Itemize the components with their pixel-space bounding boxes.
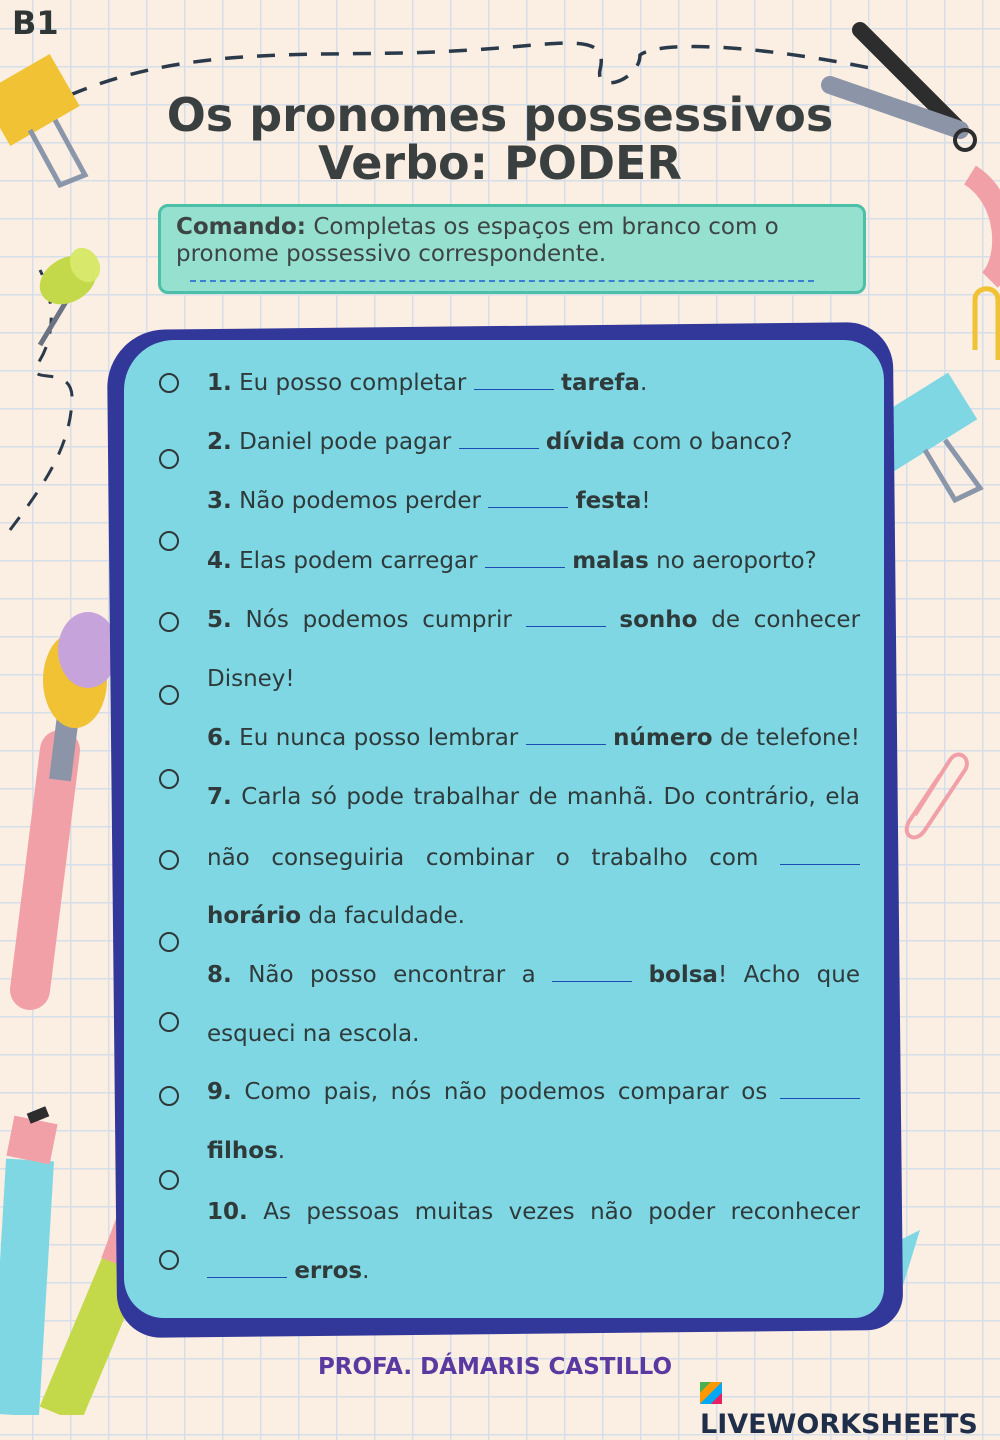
page-subtitle: Verbo: PODER xyxy=(318,136,682,190)
page-title: Os pronomes possessivos xyxy=(166,88,834,142)
answer-blank[interactable] xyxy=(780,1080,860,1099)
question-8-continued: esqueci na escola. xyxy=(207,1021,420,1047)
key-word: tarefa xyxy=(560,370,640,396)
question-text: Daniel pode pagar xyxy=(239,429,452,455)
question-6 xyxy=(207,723,860,753)
question-number: 3. xyxy=(207,488,232,514)
question-text-end: ! xyxy=(641,488,651,514)
answer-blank[interactable] xyxy=(485,549,565,568)
question-number: 6. xyxy=(207,725,232,751)
question-text-end: ! Acho que xyxy=(717,962,860,988)
question-text-end: . xyxy=(639,370,648,396)
question-8 xyxy=(207,960,860,990)
radio-button[interactable] xyxy=(159,850,179,870)
question-10-line-2 xyxy=(207,1256,860,1286)
question-text: Não podemos perder xyxy=(239,488,481,514)
answer-blank[interactable] xyxy=(552,963,632,982)
paintbrush-icon xyxy=(30,612,118,990)
question-7-line-2 xyxy=(207,843,860,873)
command-dashed-line xyxy=(190,280,814,282)
question-text: Como pais, nós não podemos comparar os xyxy=(244,1079,768,1105)
key-word: horário xyxy=(207,903,302,929)
radio-button[interactable] xyxy=(159,932,179,952)
answer-blank[interactable] xyxy=(526,726,606,745)
brand-text: LIVEWORKSHEETS xyxy=(700,1409,978,1440)
radio-button[interactable] xyxy=(159,373,179,393)
question-5-continued: Disney! xyxy=(207,666,295,692)
key-word: bolsa xyxy=(648,962,718,988)
key-word: número xyxy=(613,725,713,751)
question-2 xyxy=(207,427,860,457)
question-text: Nós podemos cumprir xyxy=(245,607,512,633)
question-text-end: . xyxy=(277,1138,286,1164)
key-word: malas xyxy=(572,548,649,574)
radio-button[interactable] xyxy=(159,1250,179,1270)
answer-blank[interactable] xyxy=(780,846,860,865)
question-number: 4. xyxy=(207,548,232,574)
question-3 xyxy=(207,486,860,516)
key-word: sonho xyxy=(619,607,698,633)
paper-clip-icon xyxy=(975,289,998,360)
question-number: 1. xyxy=(207,370,232,396)
answer-blank[interactable] xyxy=(474,371,554,390)
key-word: festa xyxy=(575,488,642,514)
command-label: Comando: xyxy=(176,214,307,240)
question-number: 5. xyxy=(207,607,232,633)
question-text-end: com o banco? xyxy=(632,429,793,455)
question-number: 7. xyxy=(207,784,232,810)
command-line-1: Completas os espaços em branco com o xyxy=(313,214,779,240)
radio-button[interactable] xyxy=(159,449,179,469)
pink-paper-clip-icon xyxy=(907,755,967,838)
question-7-line-3 xyxy=(207,901,860,931)
question-text: Carla só pode trabalhar de manhã. Do contrário, ela xyxy=(241,784,861,810)
question-number: 8. xyxy=(207,962,232,988)
answer-blank[interactable] xyxy=(526,608,606,627)
key-word: erros xyxy=(294,1258,363,1284)
author-credit: PROFA. DÁMARIS CASTILLO xyxy=(317,1354,673,1380)
question-text-end: no aeroporto? xyxy=(656,548,817,574)
answer-blank[interactable] xyxy=(488,489,568,508)
radio-button[interactable] xyxy=(159,1086,179,1106)
liveworksheets-icon xyxy=(700,1382,722,1404)
command-text xyxy=(176,214,856,268)
question-5 xyxy=(207,605,860,635)
question-text: Não posso encontrar a xyxy=(248,962,536,988)
question-text-end: de telefone! xyxy=(720,725,861,751)
radio-button[interactable] xyxy=(159,1012,179,1032)
answer-blank[interactable] xyxy=(207,1259,287,1278)
question-text: Eu nunca posso lembrar xyxy=(239,725,519,751)
radio-button[interactable] xyxy=(159,612,179,632)
question-10 xyxy=(207,1197,860,1227)
question-text: Eu posso completar xyxy=(239,370,467,396)
radio-button[interactable] xyxy=(159,769,179,789)
question-number: 9. xyxy=(207,1079,232,1105)
key-word: filhos xyxy=(207,1138,278,1164)
question-number: 2. xyxy=(207,429,232,455)
question-1 xyxy=(207,368,860,398)
push-pin-icon xyxy=(31,242,106,345)
question-9 xyxy=(207,1077,860,1107)
question-text: As pessoas muitas vezes não poder reconhecer xyxy=(263,1199,860,1225)
level-badge: B1 xyxy=(12,4,59,42)
question-text-end: de conhecer xyxy=(711,607,861,633)
key-word: dívida xyxy=(545,429,626,455)
radio-button[interactable] xyxy=(159,531,179,551)
question-text-end: da faculdade. xyxy=(308,903,465,929)
question-text: não conseguiria combinar o trabalho com xyxy=(207,845,759,871)
question-4 xyxy=(207,546,860,576)
question-7 xyxy=(207,782,860,812)
answer-blank[interactable] xyxy=(459,430,539,449)
question-number: 10. xyxy=(207,1199,248,1225)
question-9-line-2 xyxy=(207,1136,860,1166)
command-line-2: pronome possessivo correspondente. xyxy=(176,241,607,267)
question-text-end: . xyxy=(362,1258,370,1284)
radio-button[interactable] xyxy=(159,685,179,705)
question-text: Elas podem carregar xyxy=(239,548,478,574)
brand-logo[interactable] xyxy=(700,1378,1000,1440)
radio-button[interactable] xyxy=(159,1170,179,1190)
